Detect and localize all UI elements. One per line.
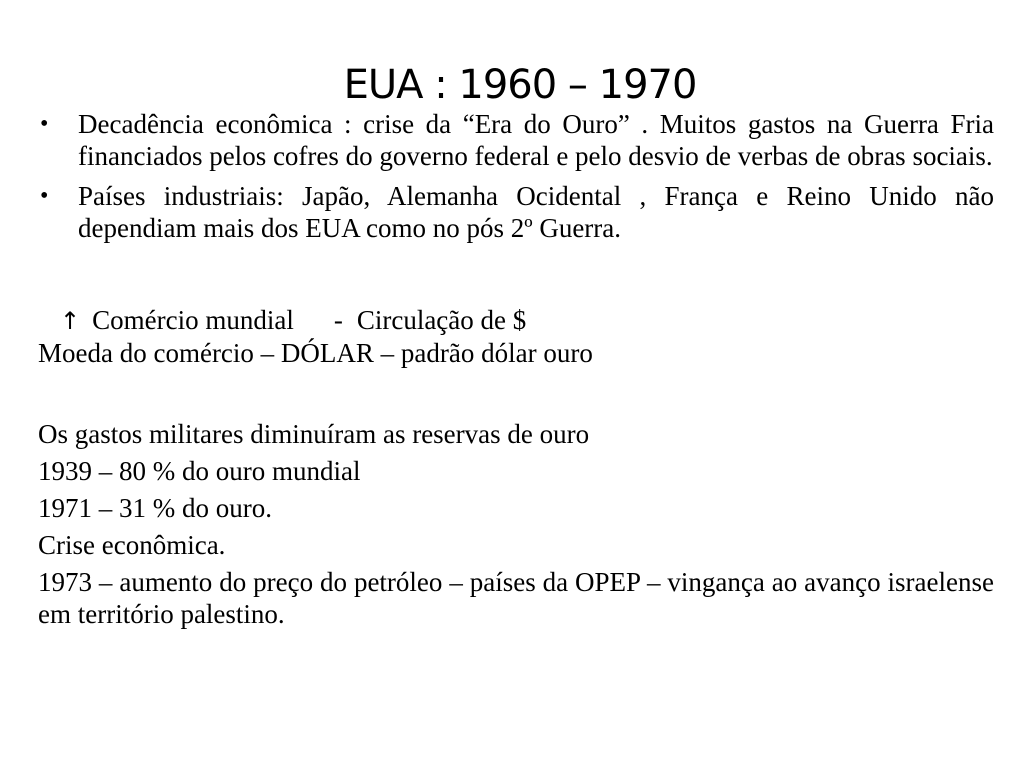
text-line: 1971 – 31 % do ouro. [38,493,272,523]
trade-line [38,304,994,337]
text-line: Crise econômica. [38,530,226,560]
up-arrow-icon: ↑ [60,307,81,335]
bullet-item [38,108,994,172]
text-line: Os gastos militares diminuíram as reservas de ouro [38,419,590,449]
bullet-item [38,180,994,244]
trade-separator: - [333,305,343,335]
trade-left-text: Comércio mundial [92,305,294,335]
currency-line: Moeda do comércio – DÓLAR – padrão dólar ouro [38,338,593,368]
spacer [38,378,994,418]
slide-content [38,108,994,639]
bullet-list [38,108,994,244]
bullet-marker: • [40,183,49,209]
bullet-text: Decadência econômica : crise da “Era do Ouro” . Muitos gastos na Guerra Fria financiados pelos cofres do governo federal e pelo desvio de verbas de obras sociais. [78,109,994,171]
bullet-marker: • [40,111,49,137]
slide-title: EUA : 1960 – 1970 [343,61,697,108]
trade-right-text: Circulação de $ [356,305,527,335]
text-line: 1939 – 80 % do ouro mundial [38,456,361,486]
spacer [38,252,994,304]
text-line: 1973 – aumento do preço do petróleo – países da OPEP – vingança ao avanço israelense em território palestino. [38,567,994,629]
bullet-text: Países industriais: Japão, Alemanha Ocidental , França e Reino Unido não dependiam mais dos EUA como no pós 2º Guerra. [78,181,994,243]
